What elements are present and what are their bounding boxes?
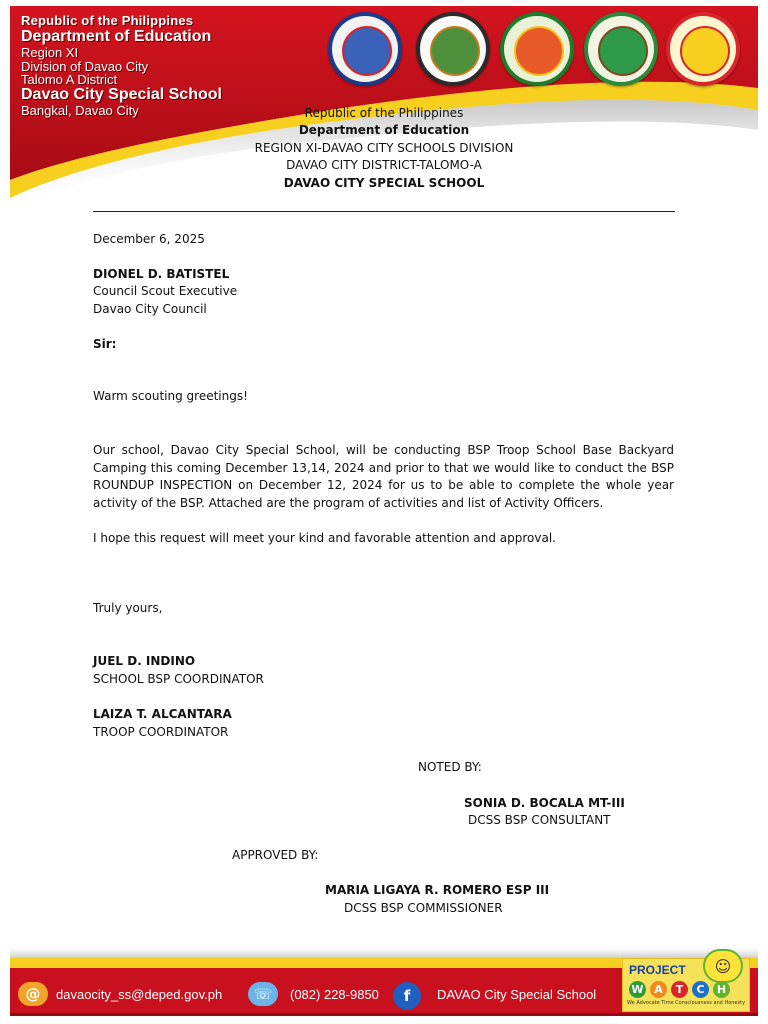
letterhead-school: DAVAO CITY SPECIAL SCHOOL bbox=[283, 176, 485, 190]
signatory-1-title: SCHOOL BSP COORDINATOR bbox=[93, 672, 264, 686]
watch-letter-t: T bbox=[671, 981, 688, 998]
body-paragraph-1: Our school, Davao City Special School, will be conducting BSP Troop School Base Backyard Camping this coming December 13,14, 2024 and prior to that we would like to conduct the BSP ROUNDUP INSPECTION on December 12, 2024 for us to be able to complete the whole year activity of the BSP. Attached are the program of activities and list of Activity Officers. bbox=[93, 443, 674, 510]
header-district: Talomo A District bbox=[21, 72, 118, 87]
letterhead-department: Department of Education bbox=[298, 123, 470, 137]
noted-by-title: DCSS BSP CONSULTANT bbox=[468, 813, 611, 827]
recipient-name: DIONEL D. BATISTEL bbox=[93, 267, 230, 281]
letterhead-region: REGION XI-DAVAO CITY SCHOOLS DIVISION bbox=[254, 141, 514, 155]
smiley-icon: ☺ bbox=[703, 949, 743, 983]
header-division: Division of Davao City bbox=[21, 59, 149, 74]
bagong-pilipinas-seal-icon bbox=[328, 12, 402, 86]
project-word: PROJECT bbox=[629, 963, 686, 977]
header-republic: Republic of the Philippines bbox=[21, 13, 194, 28]
signatory-2-title: TROOP COORDINATOR bbox=[93, 725, 229, 739]
footer-banner bbox=[0, 940, 768, 1024]
approved-by-name: MARIA LIGAYA R. ROMERO ESP III bbox=[325, 883, 550, 897]
recipient-organization: Davao City Council bbox=[93, 302, 207, 316]
davao-city-special-school-seal-icon bbox=[666, 12, 740, 86]
header-region: Region XI bbox=[21, 45, 79, 60]
letterhead-republic: Republic of the Philippines bbox=[304, 106, 464, 120]
header-school: Davao City Special School bbox=[21, 86, 222, 103]
header-department: Department of Education bbox=[21, 28, 212, 45]
deped-seal-icon bbox=[416, 12, 490, 86]
approved-by-title: DCSS BSP COMMISSIONER bbox=[344, 901, 503, 915]
signatory-1-name: JUEL D. INDINO bbox=[93, 654, 196, 668]
closing: Truly yours, bbox=[93, 601, 163, 615]
watch-letter-c: C bbox=[692, 981, 709, 998]
talomo-a-district-seal-icon bbox=[584, 12, 658, 86]
footer-phone[interactable]: (082) 228-9850 bbox=[290, 987, 379, 1002]
letterhead-district: DAVAO CITY DISTRICT-TALOMO-A bbox=[286, 158, 482, 172]
footer-email[interactable]: davaocity_ss@deped.gov.ph bbox=[56, 987, 223, 1002]
phone-icon: ☏ bbox=[248, 982, 278, 1006]
watch-letter-h: H bbox=[713, 981, 730, 998]
signatory-2-name: LAIZA T. ALCANTARA bbox=[93, 707, 232, 721]
letter-date: December 6, 2025 bbox=[93, 232, 205, 246]
greeting: Warm scouting greetings! bbox=[93, 389, 248, 403]
facebook-icon: f bbox=[393, 982, 421, 1010]
davao-city-division-seal-icon bbox=[500, 12, 574, 86]
body-paragraph-2: I hope this request will meet your kind and favorable attention and approval. bbox=[93, 531, 556, 545]
noted-by-name: SONIA D. BOCALA MT-III bbox=[464, 796, 625, 810]
footer-facebook[interactable]: DAVAO City Special School bbox=[437, 987, 597, 1002]
noted-by-label: NOTED BY: bbox=[418, 760, 482, 774]
recipient-title: Council Scout Executive bbox=[93, 284, 238, 298]
letterhead-divider bbox=[93, 211, 675, 212]
approved-by-label: APPROVED BY: bbox=[232, 848, 319, 862]
salutation: Sir: bbox=[93, 337, 117, 351]
header-address: Bangkal, Davao City bbox=[21, 103, 139, 118]
watch-letter-a: A bbox=[650, 981, 667, 998]
watch-letter-w: W bbox=[629, 981, 646, 998]
project-tagline: We Advocate Time Consciousness and Honesty bbox=[627, 1000, 745, 1006]
project-watch-logo bbox=[622, 958, 750, 1012]
at-sign-icon: @ bbox=[18, 982, 48, 1006]
